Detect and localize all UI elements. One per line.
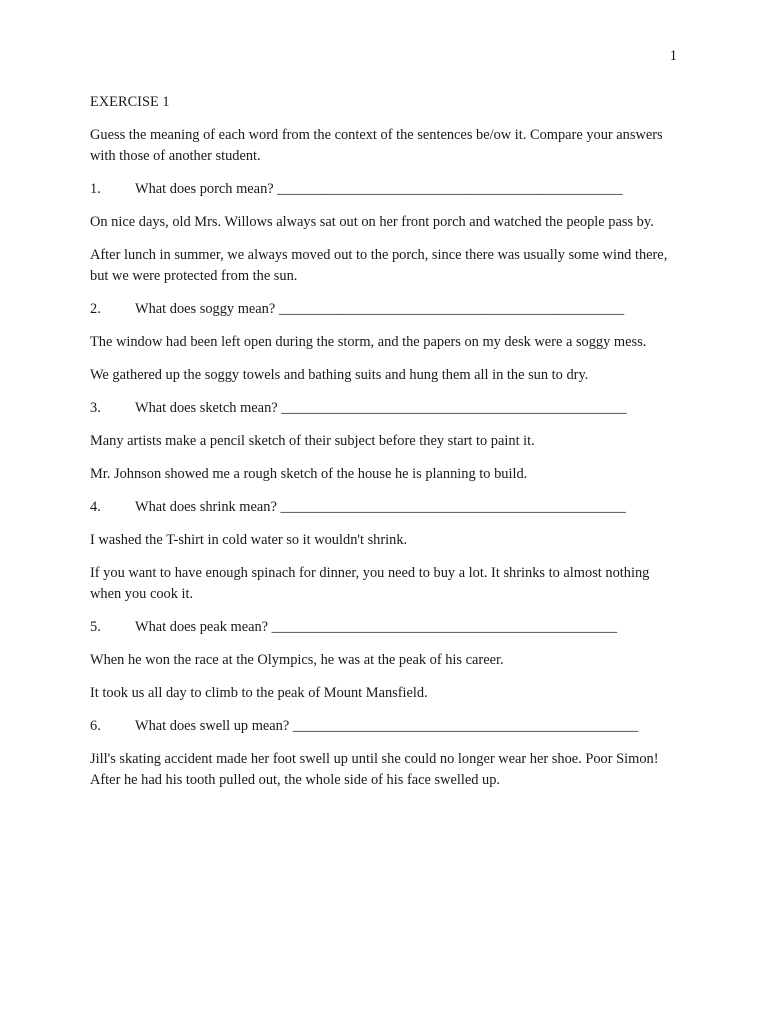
context-sentence: We gathered up the soggy towels and bathing suits and hung them all in the sun to dry. — [90, 367, 589, 383]
context-sentence: I washed the T-shirt in cold water so it wouldn't shrink. — [90, 532, 408, 548]
question-number: 2. — [90, 301, 101, 317]
question-text: What does soggy mean? ________________________________________________ — [135, 301, 625, 317]
question-text: What does peak mean? ________________________________________________ — [135, 619, 618, 635]
context-sentence: The window had been left open during the storm, and the papers on my desk were a soggy mess. — [90, 334, 647, 350]
context-sentence: It took us all day to climb to the peak of Mount Mansfield. — [90, 685, 428, 701]
instructions: Guess the meaning of each word from the context of the sentences be/ow it. Compare your answers with those of another student. — [90, 127, 663, 164]
context-sentence: Many artists make a pencil sketch of their subject before they start to paint it. — [90, 433, 535, 449]
document-body — [90, 92, 682, 803]
question-2 — [90, 299, 682, 320]
context-sentence: When he won the race at the Olympics, he was at the peak of his career. — [90, 652, 504, 668]
exercise-title: EXERCISE 1 — [90, 94, 170, 110]
question-6 — [90, 716, 682, 737]
question-number: 5. — [90, 619, 101, 635]
question-number: 3. — [90, 400, 101, 416]
page-number: 1 — [669, 48, 677, 64]
context-sentence: Mr. Johnson showed me a rough sketch of the house he is planning to build. — [90, 466, 528, 482]
context-sentence: After lunch in summer, we always moved out to the porch, since there was usually some wind there, but we were protected from the sun. — [90, 247, 668, 284]
question-3 — [90, 398, 682, 419]
question-5 — [90, 617, 682, 638]
context-sentence: If you want to have enough spinach for dinner, you need to buy a lot. It shrinks to almost nothing when you cook it. — [90, 565, 650, 602]
context-sentence: Jill's skating accident made her foot swell up until she could no longer wear her shoe. Poor Simon! After he had his tooth pulled out, the whole side of his face swelled up. — [90, 751, 659, 788]
question-text: What does sketch mean? ________________________________________________ — [135, 400, 627, 416]
question-number: 1. — [90, 181, 101, 197]
question-number: 4. — [90, 499, 101, 515]
question-4 — [90, 497, 682, 518]
question-1 — [90, 179, 682, 200]
question-text: What does swell up mean? ________________________________________________ — [135, 718, 639, 734]
question-text: What does shrink mean? ________________________________________________ — [135, 499, 626, 515]
question-text: What does porch mean? ________________________________________________ — [135, 181, 623, 197]
question-number: 6. — [90, 718, 101, 734]
context-sentence: On nice days, old Mrs. Willows always sat out on her front porch and watched the people pass by. — [90, 214, 654, 230]
